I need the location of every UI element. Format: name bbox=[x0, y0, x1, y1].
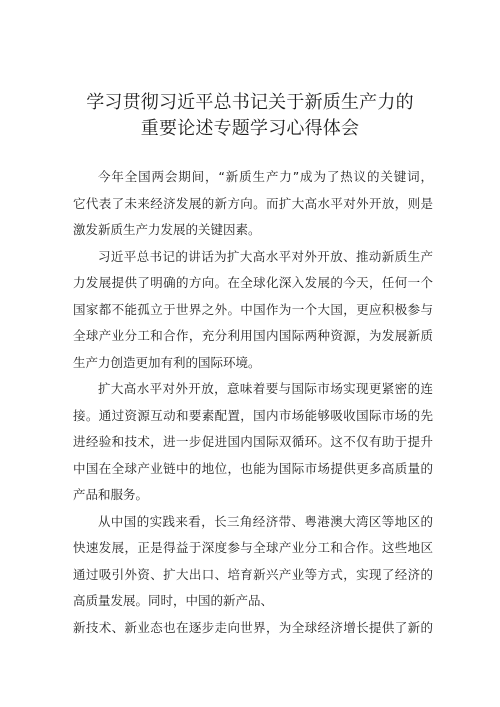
paragraph bbox=[73, 376, 433, 509]
paragraph-line: 产品和服务。 bbox=[73, 487, 149, 502]
paragraph-line: 生产力创造更加有利的国际环境。 bbox=[73, 354, 261, 370]
paragraph-line: 中国在全球产业链中的地位，也能为国际市场提供更多高质量的 bbox=[73, 460, 433, 476]
paragraph-line: 从中国的实践来看，长三角经济带、粤港澳大湾区等地区的 bbox=[98, 513, 433, 529]
paragraph-line: 全球产业分工和合作，充分利用国内国际两种资源，为发展新质 bbox=[73, 328, 433, 343]
paragraph-line: 通过吸引外资、扩大出口、培育新兴产业等方式，实现了经济的 bbox=[73, 566, 433, 582]
paragraph-line: 快速发展，正是得益于深度参与全球产业分工和合作。这些地区 bbox=[73, 540, 433, 555]
paragraph-line: 力发展提供了明确的方向。在全球化深入发展的今天，任何一个 bbox=[73, 275, 433, 290]
paragraph bbox=[73, 509, 433, 615]
paragraph-line: 习近平总书记的讲话为扩大高水平对外开放、推动新质生产 bbox=[98, 248, 433, 264]
paragraph-line: 高质量发展。同时，中国的新产品、 bbox=[73, 593, 274, 608]
paragraph bbox=[73, 244, 433, 377]
paragraph-line: 进经验和技术，进一步促进国内国际双循环。这不仅有助于提升 bbox=[73, 434, 433, 449]
title-line-2: 重要论述专题学习心得体会 bbox=[140, 118, 360, 139]
paragraph-line: 它代表了未来经济发展的新方向。而扩大高水平对外开放，则是 bbox=[73, 195, 433, 211]
paragraph bbox=[73, 164, 433, 244]
title-line-1: 学习贯彻习近平总书记关于新质生产力的 bbox=[86, 92, 414, 113]
paragraph-line: 今年全国两会期间，“新质生产力”成为了热议的关键词， bbox=[98, 169, 433, 184]
paragraph-line: 国家都不能孤立于世界之外。中国作为一个大国，更应积极参与 bbox=[73, 301, 433, 317]
paragraph-line: 新技术、新业态也在逐步走向世界，为全球经济增长提供了新的 bbox=[73, 619, 433, 635]
paragraph-line: 扩大高水平对外开放，意味着要与国际市场实现更紧密的连 bbox=[98, 381, 433, 396]
document-body bbox=[73, 164, 433, 641]
paragraph bbox=[73, 615, 433, 642]
document-title bbox=[0, 90, 500, 142]
paragraph-line: 接。通过资源互动和要素配置，国内市场能够吸收国际市场的先 bbox=[73, 407, 433, 423]
paragraph-line: 激发新质生产力发展的关键因素。 bbox=[73, 222, 261, 237]
